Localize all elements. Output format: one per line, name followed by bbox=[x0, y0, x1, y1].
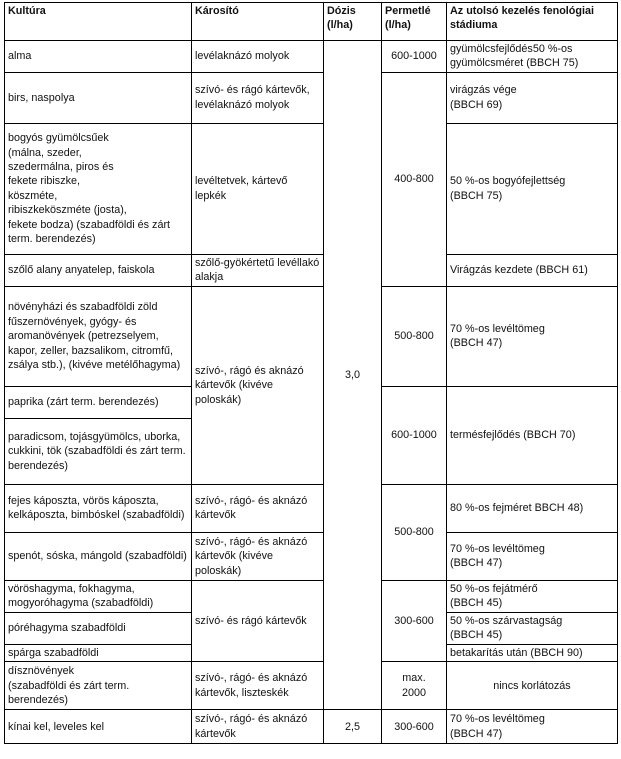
cell-kultura: kínai kel, leveles kel bbox=[5, 710, 192, 744]
cell-stadium: 50 %-os fejátmérő (BBCH 45) bbox=[447, 580, 618, 612]
cell-karosito: szívó- és rágó kártevők, levélaknázó molyok bbox=[192, 72, 324, 123]
cell-dozis: 3,0 bbox=[324, 41, 382, 710]
cell-kultura: dísznövények (szabadföldi és zárt term. berendezés) bbox=[5, 662, 192, 710]
cell-stadium: 50 %-os bogyófejlettség (BBCH 75) bbox=[447, 123, 618, 254]
table-row bbox=[5, 286, 618, 386]
cell-stadium: 70 %-os levéltömeg (BBCH 47) bbox=[447, 710, 618, 744]
table-row bbox=[5, 662, 618, 710]
cell-stadium: gyümölcsfejlődés50 %-os gyümölcsméret (BBCH 75) bbox=[447, 41, 618, 73]
cell-kultura: szőlő alany anyatelep, faiskola bbox=[5, 254, 192, 286]
cell-karosito: levélaknázó molyok bbox=[192, 41, 324, 73]
header-permetle: Permetlé (l/ha) bbox=[382, 3, 447, 41]
table-row bbox=[5, 710, 618, 744]
cell-permetle: 400-800 bbox=[382, 72, 447, 286]
cell-karosito: levéltetvek, kártevő lepkék bbox=[192, 123, 324, 254]
cell-karosito: szívó-, rágó- és aknázó kártevők (kivéve poloskák) bbox=[192, 532, 324, 580]
cell-karosito: szívó-, rágó- és aknázó kártevők, liszteskék bbox=[192, 662, 324, 710]
table-row bbox=[5, 72, 618, 123]
cell-stadium: Virágzás kezdete (BBCH 61) bbox=[447, 254, 618, 286]
cell-kultura: spenót, sóska, mángold (szabadföldi) bbox=[5, 532, 192, 580]
cell-permetle: 600-1000 bbox=[382, 386, 447, 484]
cell-stadium: virágzás vége (BBCH 69) bbox=[447, 72, 618, 123]
table-row bbox=[5, 580, 618, 612]
cell-stadium: termésfejlődés (BBCH 70) bbox=[447, 386, 618, 484]
header-karosito: Károsító bbox=[192, 3, 324, 41]
pesticide-table bbox=[4, 2, 618, 744]
cell-stadium: nincs korlátozás bbox=[447, 662, 618, 710]
cell-kultura: fejes káposzta, vörös káposzta, kelkáposzta, bimbóskel (szabadföldi) bbox=[5, 484, 192, 532]
table-row bbox=[5, 484, 618, 532]
cell-kultura: növényházi és szabadföldi zöld fűszernövények, gyógy- és aromanövények (petrezselyem, kapor, zeller, bazsalikom, citromfű, zsálya stb.), (kivéve metélőhagyma) bbox=[5, 286, 192, 386]
table-row bbox=[5, 532, 618, 580]
cell-stadium: 70 %-os levéltömeg (BBCH 47) bbox=[447, 532, 618, 580]
table-row bbox=[5, 41, 618, 73]
cell-karosito: szívó-, rágó- és aknázó kártevők bbox=[192, 484, 324, 532]
cell-kultura: paradicsom, tojásgyümölcs, uborka, cukkini, tök (szabadföldi és zárt term. berendezés) bbox=[5, 418, 192, 484]
cell-karosito: szívó-, rágó- és aknázó kártevők bbox=[192, 710, 324, 744]
cell-permetle: 600-1000 bbox=[382, 41, 447, 73]
cell-kultura: bogyós gyümölcsűek (málna, szeder, szedermálna, piros és fekete ribiszke, köszméte, ribiszkeköszméte (josta), fekete bodza) (szabadföldi és zárt term. berendezés) bbox=[5, 123, 192, 254]
cell-permetle: max. 2000 bbox=[382, 662, 447, 710]
cell-permetle: 300-600 bbox=[382, 710, 447, 744]
cell-stadium: 70 %-os levéltömeg (BBCH 47) bbox=[447, 286, 618, 386]
cell-karosito: szívó- és rágó kártevők bbox=[192, 580, 324, 661]
table-row bbox=[5, 254, 618, 286]
cell-kultura: póréhagyma szabadföldi bbox=[5, 612, 192, 644]
cell-kultura: spárga szabadföldi bbox=[5, 644, 192, 661]
header-dozis: Dózis (l/ha) bbox=[324, 3, 382, 41]
cell-stadium: 80 %-os fejméret BBCH 48) bbox=[447, 484, 618, 532]
table-row bbox=[5, 123, 618, 254]
cell-kultura: birs, naspolya bbox=[5, 72, 192, 123]
header-stadium: Az utolsó kezelés fenológiai stádiuma bbox=[447, 3, 618, 41]
cell-stadium: betakarítás után (BBCH 90) bbox=[447, 644, 618, 661]
cell-karosito: szívó-, rágó és aknázó kártevők (kivéve poloskák) bbox=[192, 286, 324, 484]
cell-permetle: 300-600 bbox=[382, 580, 447, 661]
cell-permetle: 500-800 bbox=[382, 484, 447, 580]
cell-kultura: vöröshagyma, fokhagyma, mogyoróhagyma (szabadföldi) bbox=[5, 580, 192, 612]
cell-permetle: 500-800 bbox=[382, 286, 447, 386]
header-row bbox=[5, 3, 618, 41]
cell-kultura: alma bbox=[5, 41, 192, 73]
cell-dozis: 2,5 bbox=[324, 710, 382, 744]
header-kultura: Kultúra bbox=[5, 3, 192, 41]
cell-karosito: szőlő-gyökértetű levéllakó alakja bbox=[192, 254, 324, 286]
cell-kultura: paprika (zárt term. berendezés) bbox=[5, 386, 192, 418]
cell-stadium: 50 %-os szárvastagság (BBCH 45) bbox=[447, 612, 618, 644]
